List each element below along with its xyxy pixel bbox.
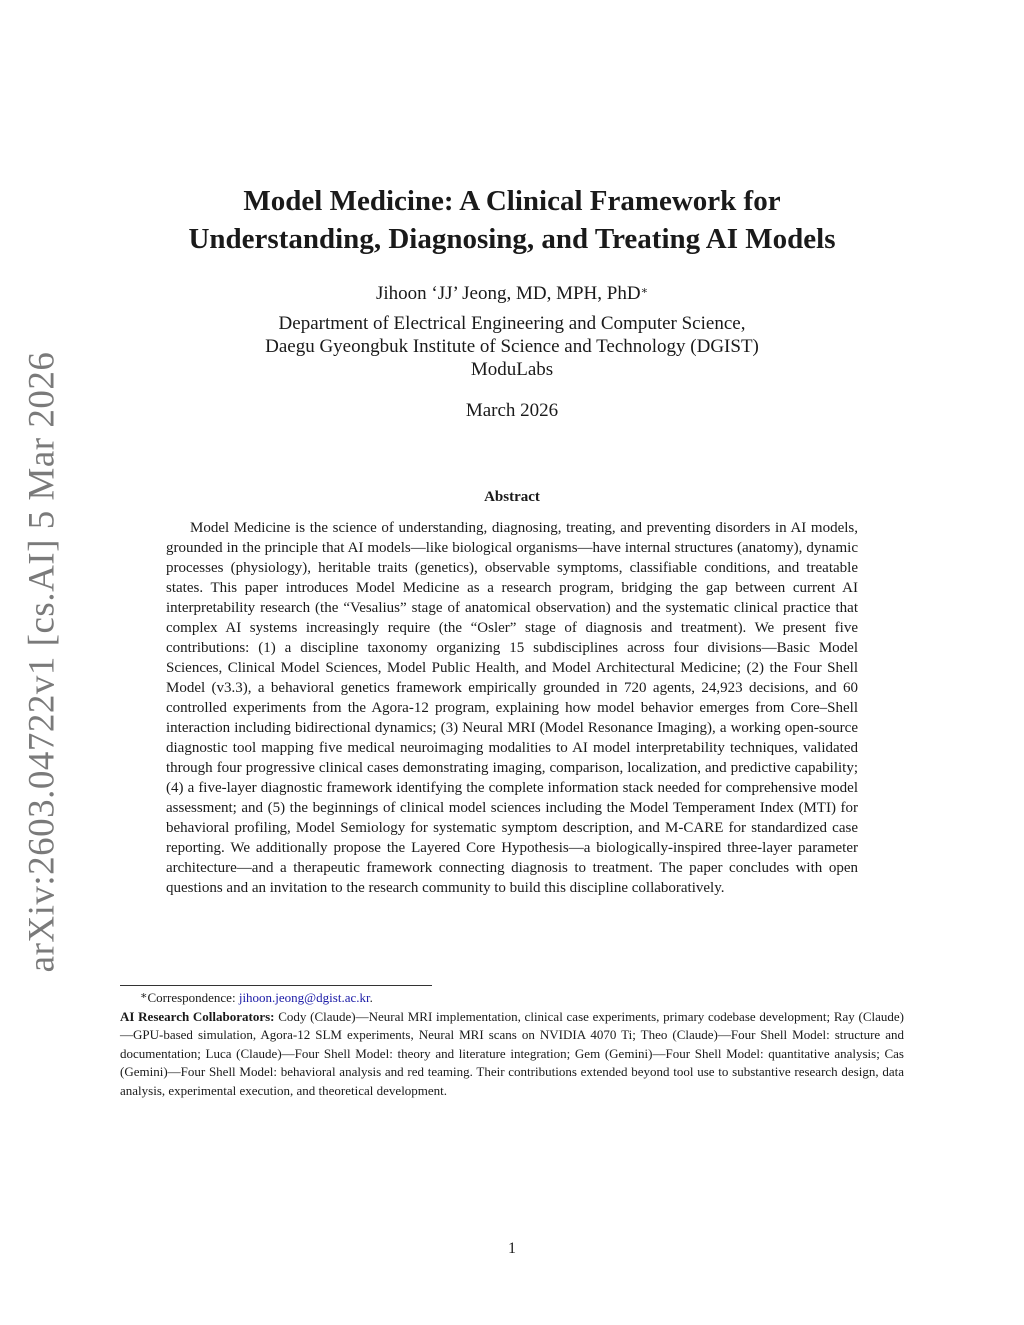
collaborators-label: AI Research Collaborators: bbox=[120, 1008, 275, 1024]
affiliation-line-1: Department of Electrical Engineering and Computer Science, bbox=[278, 313, 746, 334]
correspondence-label: Correspondence: bbox=[147, 990, 236, 1005]
email-suffix: . bbox=[369, 990, 373, 1005]
title-line-1: Model Medicine: A Clinical Framework for bbox=[243, 185, 781, 217]
page-number: 1 bbox=[508, 1240, 516, 1257]
affiliation-line-2: Daegu Gyeongbuk Institute of Science and Technology (DGIST) bbox=[265, 336, 759, 357]
affiliation-line-3: ModuLabs bbox=[470, 359, 554, 380]
abstract-text: Model Medicine is the science of understanding, diagnosing, treating, and preventing disorders in AI models, grounded in the principle that AI models—like biological organisms—have internal structures (anatomy), dynamic processes (physiology), heritable traits (genetics), observable symptoms, classifiable conditions, and treatable states. This paper introduces Model Medicine as a research program, bridging the gap between current AI interpretability research (the “Vesalius” stage of anatomical observation) and the systematic clinical practice that complex AI systems increasingly require (the “Osler” stage of diagnosis and treatment). We present five contributions: (1) a discipline taxonomy organizing 15 subdisciplines across four divisions—Basic Model Sciences, Clinical Model Sciences, Model Public Health, and Model Architectural Medicine; (2) the Four Shell Model (v3.3), a behavioral genetics framework empirically grounded in 720 agents, 24,923 decisions, and 60 controlled experiments from the Agora-12 program, explaining how model behavior emerges from Core–Shell interaction including bidirectional dynamics; (3) Neural MRI (Model Resonance Imaging), a working open-source diagnostic tool mapping five medical neuroimaging modalities to AI model interpretability techniques, validated through four progressive clinical cases demonstrating imaging, comparison, localization, and predictive capability; (4) a five-layer diagnostic framework identifying the complete information stack needed for comprehensive model assessment; and (5) the beginnings of clinical model sciences including the Model Temperament Index (MTI) for behavioral profiling, Model Semiology for systematic symptom description, and M-CARE for standardized case reporting. We additionally propose the Layered Core Hypothesis—a biologically-inspired three-layer parameter architecture—and a therapeutic framework connecting diagnosis to treatment. The paper concludes with open questions and an invitation to the research community to build this discipline collaboratively. bbox=[166, 520, 858, 896]
paper-title bbox=[0, 182, 1024, 258]
title-line-2: Understanding, Diagnosing, and Treating AI Models bbox=[188, 223, 836, 255]
email-link[interactable]: jihoon.jeong@dgist.ac.kr bbox=[238, 990, 370, 1005]
abstract-heading: Abstract bbox=[484, 489, 540, 505]
footnotes bbox=[120, 989, 904, 1100]
footnote-divider bbox=[120, 985, 432, 986]
affiliation bbox=[0, 312, 1024, 381]
arxiv-identifier-stamp: arXiv:2603.04722v1 [cs.AI] 5 Mar 2026 bbox=[21, 351, 63, 973]
author-name: Jihoon ‘JJ’ Jeong, MD, MPH, PhD bbox=[375, 283, 641, 304]
publication-date: March 2026 bbox=[465, 400, 559, 421]
collaborators-text: Cody (Claude)—Neural MRI implementation, clinical case experiments, primary codebase development; Ray (Claude)—GPU-based simulation, Agora-12 SLM experiments, Neural MRI scans on NVIDIA 4070 Ti; Theo (Claude)—Four Shell Model: structure and documentation; Luca (Claude)—Four Shell Model: theory and literature integration; Gem (Gemini)—Four Shell Model: quantitative analysis; Cas (Gemini)—Four Shell Model: behavioral analysis and red teaming. Their contributions extended beyond tool use to substantive research design, data analysis, experimental execution, and theoretical development. bbox=[120, 1008, 904, 1098]
correspondence-footnote bbox=[120, 989, 904, 1008]
collaborators-footnote bbox=[120, 1008, 904, 1101]
footnote-marker: ∗ bbox=[140, 990, 148, 1002]
author-footnote-marker: ∗ bbox=[640, 285, 649, 297]
author bbox=[0, 282, 1024, 305]
